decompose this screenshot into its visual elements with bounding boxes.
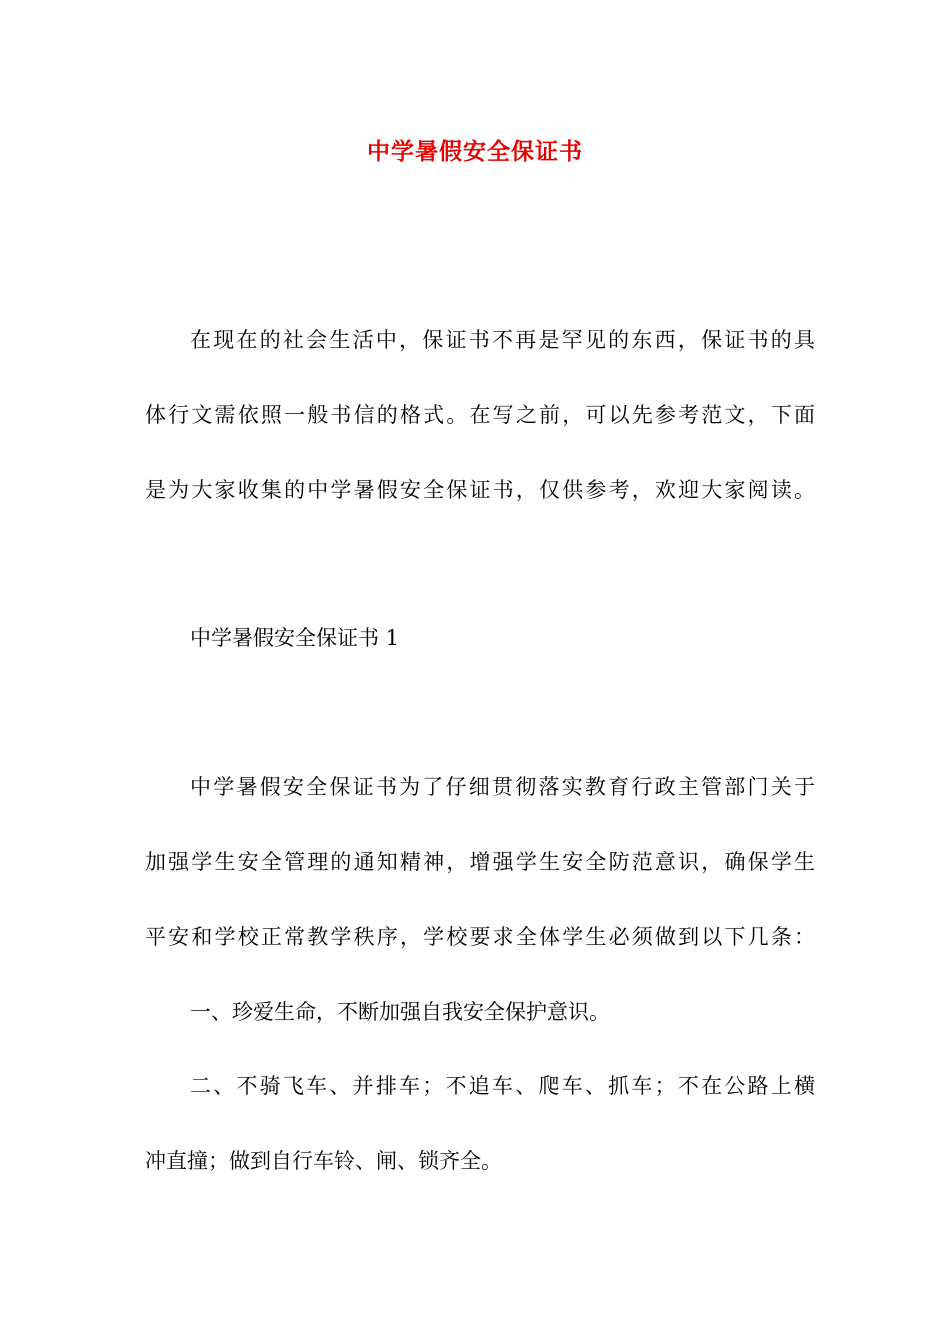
intro-line-3: 是为大家收集的中学暑假安全保证书，仅供参考，欢迎大家阅读。 (145, 478, 815, 502)
list-item-1: 一、珍爱生命，不断加强自我安全保护意识。 (190, 1000, 610, 1024)
body-line-3: 平安和学校正常教学秩序，学校要求全体学生必须做到以下几条： (145, 925, 815, 949)
list-item-2-line-2: 冲直撞；做到自行车铃、闸、锁齐全。 (145, 1149, 502, 1173)
section-heading: 中学暑假安全保证书 1 (190, 626, 400, 650)
list-item-2-line-1: 二、不骑飞车、并排车；不追车、爬车、抓车；不在公路上横 (190, 1074, 815, 1098)
body-line-2: 加强学生安全管理的通知精神，增强学生安全防范意识，确保学生 (145, 850, 815, 874)
document-title: 中学暑假安全保证书 (367, 138, 583, 165)
intro-line-2: 体行文需依照一般书信的格式。在写之前，可以先参考范文，下面 (145, 403, 815, 427)
intro-line-1: 在现在的社会生活中，保证书不再是罕见的东西，保证书的具 (190, 328, 815, 352)
body-line-1: 中学暑假安全保证书为了仔细贯彻落实教育行政主管部门关于 (190, 775, 815, 799)
